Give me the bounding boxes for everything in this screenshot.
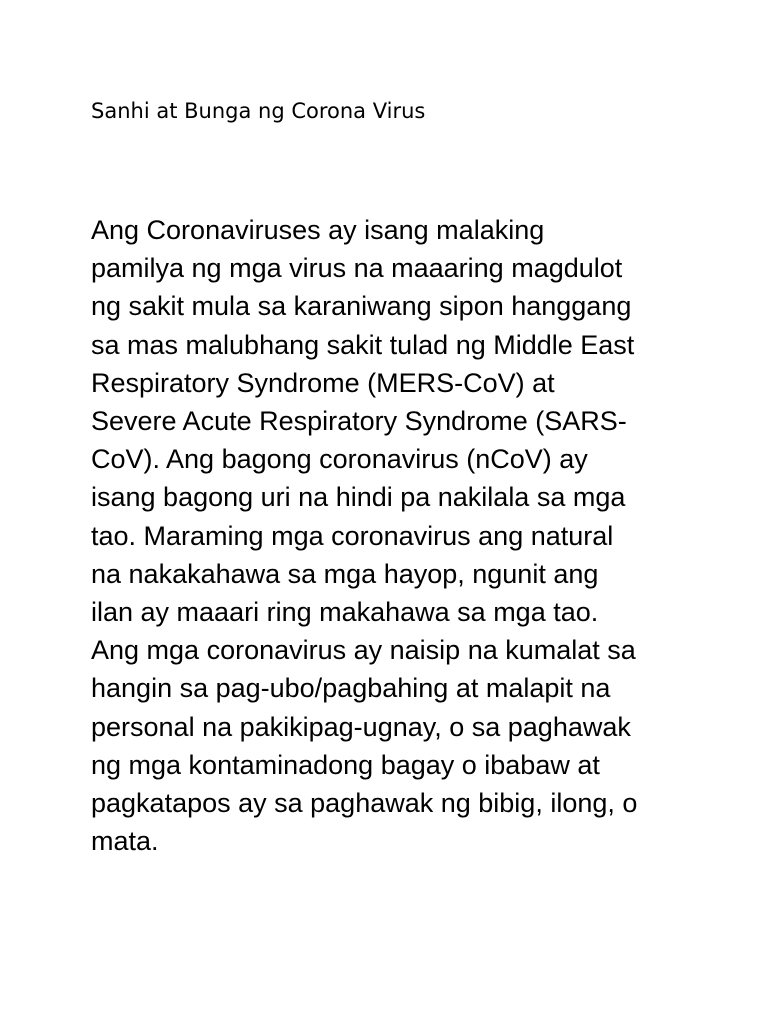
body-line: Severe Acute Respiratory Syndrome (SARS- [91, 406, 627, 437]
body-line: pagkatapos ay sa paghawak ng bibig, ilong, o [91, 788, 638, 819]
body-line: Ang Coronaviruses ay isang malaking [91, 215, 545, 245]
body-line: CoV). Ang bagong coronavirus (nCoV) ay [91, 444, 588, 475]
body-line: ilan ay maaari ring makahawa sa mga tao. [91, 597, 599, 628]
body-line: Respiratory Syndrome (MERS-CoV) at [91, 367, 555, 398]
body-line: mata. [91, 826, 159, 857]
body-line: na nakakahawa sa mga hayop, ngunit ang [91, 558, 599, 589]
document-body [91, 211, 681, 860]
body-line: pamilya ng mga virus na maaaring magdulot [91, 253, 623, 284]
body-line: Ang mga coronavirus ay naisip na kumalat sa [91, 635, 636, 666]
body-line: sa mas malubhang sakit tulad ng Middle East [91, 329, 635, 360]
body-line: isang bagong uri na hindi pa nakilala sa mga [91, 482, 626, 513]
body-line: personal na pakikipag-ugnay, o sa paghawak [91, 711, 631, 742]
document-title: Sanhi at Bunga ng Corona Virus [91, 99, 426, 123]
body-line: ng mga kontaminadong bagay o ibabaw at [91, 749, 600, 780]
body-line: hangin sa pag-ubo/pagbahing at malapit na [91, 673, 611, 704]
body-line: ng sakit mula sa karaniwang sipon hanggang [91, 291, 632, 322]
body-line: tao. Maraming mga coronavirus ang natural [91, 520, 614, 551]
